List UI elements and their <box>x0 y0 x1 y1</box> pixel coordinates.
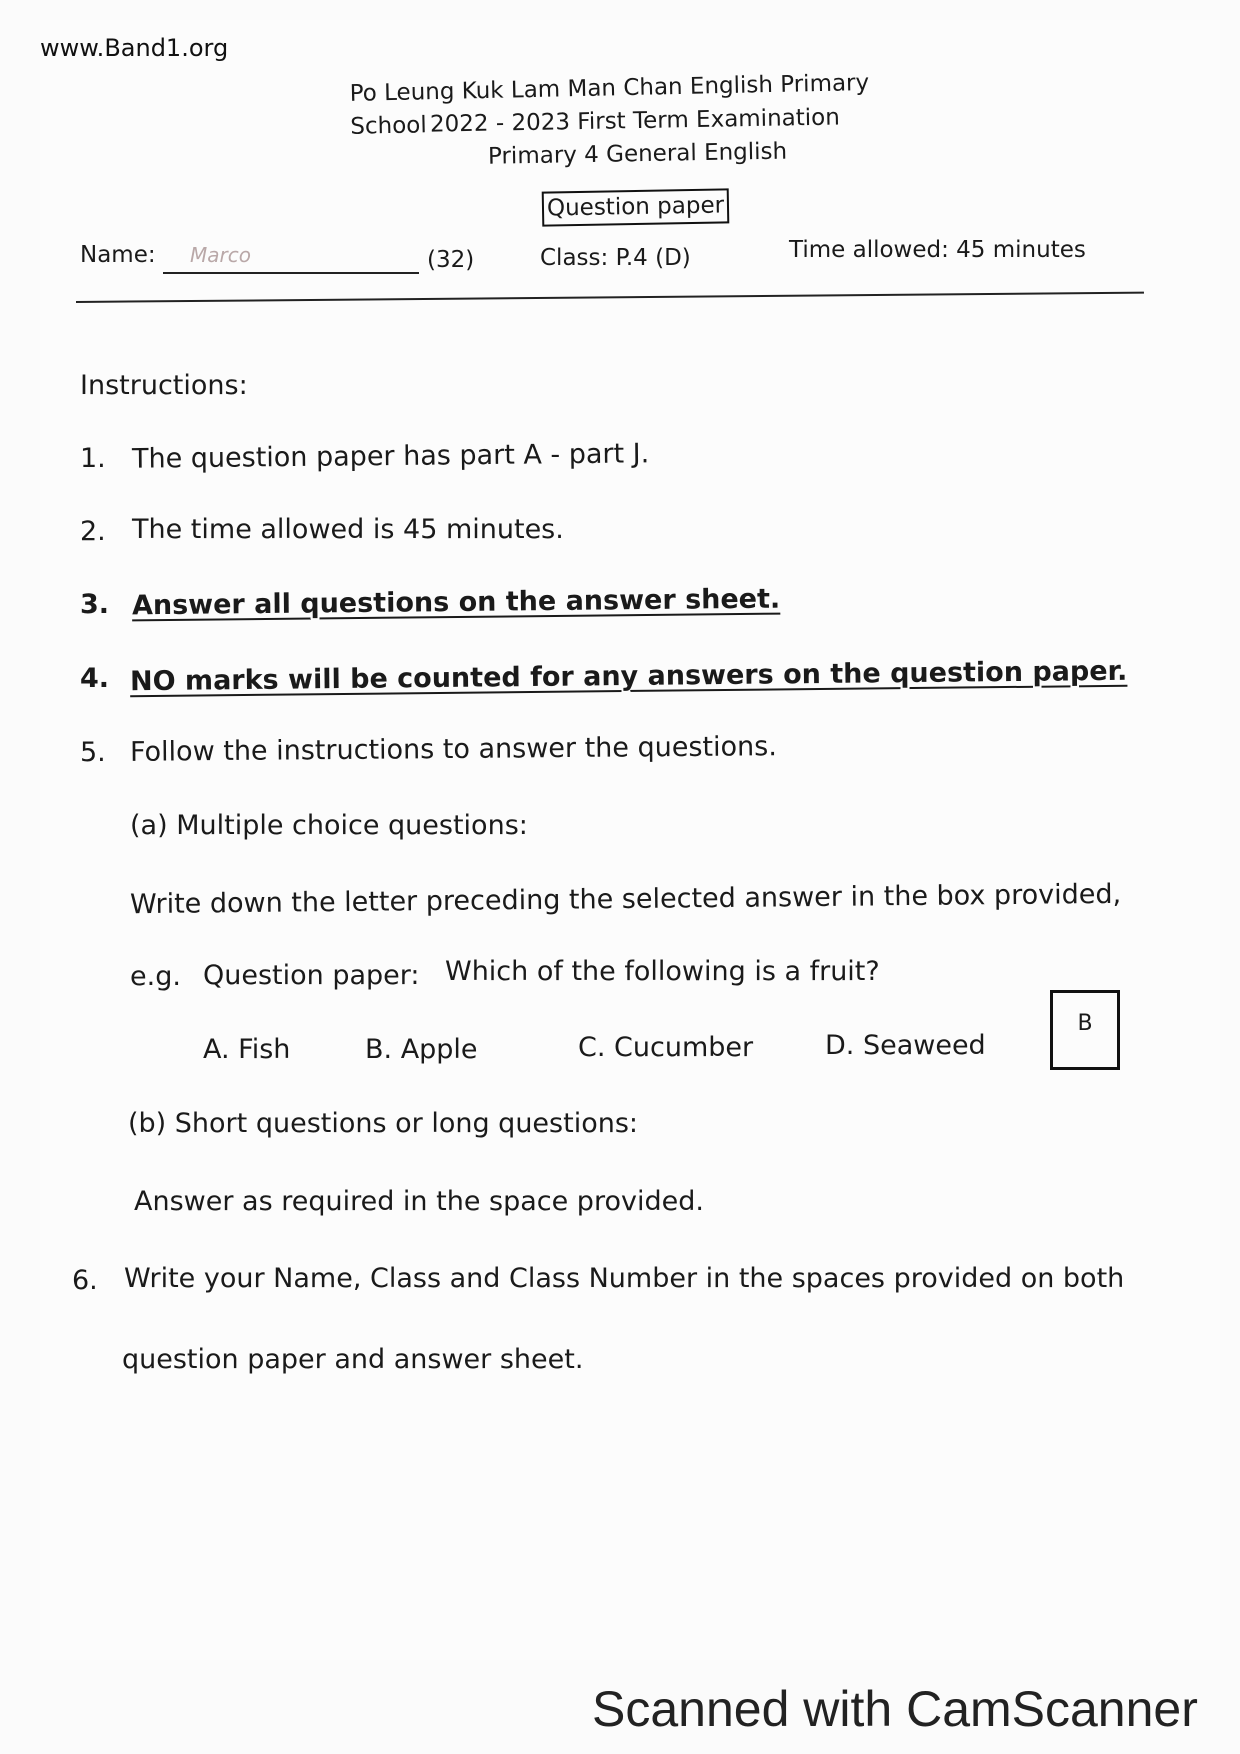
item-number: 1. <box>80 443 106 474</box>
question-paper-label: Question paper <box>542 188 730 226</box>
instruction-6-continued: question paper and answer sheet. <box>122 1344 584 1375</box>
school-name: Po Leung Kuk Lam Man Chan English Primary School <box>349 69 870 140</box>
item-number: 5. <box>80 737 106 768</box>
instruction-3: Answer all questions on the answer sheet. <box>131 583 781 622</box>
sub-b-description: Answer as required in the space provided. <box>134 1186 704 1217</box>
sub-a-title: (a) Multiple choice questions: <box>130 810 528 841</box>
example-question: Which of the following is a fruit? <box>445 956 880 987</box>
sub-a-description: Write down the letter preceding the selected answer in the box provided, <box>129 878 1122 921</box>
option-c: C. Cucumber <box>578 1032 754 1063</box>
item-number: 4. <box>80 663 110 694</box>
item-number: 6. <box>72 1265 98 1296</box>
class-number: (32) <box>427 247 475 273</box>
option-a: A. Fish <box>203 1034 291 1065</box>
instruction-2: The time allowed is 45 minutes. <box>132 514 564 545</box>
name-value: Marco <box>190 243 251 267</box>
watermark: www.Band1.org <box>40 34 229 62</box>
name-field[interactable] <box>163 272 419 274</box>
option-b: B. Apple <box>365 1034 478 1065</box>
item-number: 3. <box>80 589 110 620</box>
instruction-4: NO marks will be counted for any answers on the question paper. <box>129 655 1128 698</box>
exam-title: 2022 - 2023 First Term Examination <box>429 104 841 138</box>
item-number: 2. <box>80 516 106 547</box>
instructions-heading: Instructions: <box>80 370 248 401</box>
example-label: Question paper: <box>203 960 420 991</box>
instruction-6: Write your Name, Class and Class Number in the spaces provided on both <box>124 1263 1125 1294</box>
class-label: Class: P.4 (D) <box>540 245 691 271</box>
example-answer-box <box>1050 990 1120 1070</box>
name-label: Name: <box>80 242 156 268</box>
example-answer: B <box>1077 1011 1093 1036</box>
instruction-5: Follow the instructions to answer the questions. <box>129 731 777 768</box>
instruction-1: The question paper has part A - part J. <box>131 438 650 475</box>
subject-title: Primary 4 General English <box>487 138 788 170</box>
sub-b-title: (b) Short questions or long questions: <box>128 1108 638 1139</box>
time-allowed: Time allowed: 45 minutes <box>789 237 1086 263</box>
option-d: D. Seaweed <box>825 1030 986 1061</box>
example-prefix: e.g. <box>130 961 181 992</box>
scanner-footer: Scanned with CamScanner <box>592 1681 1198 1737</box>
